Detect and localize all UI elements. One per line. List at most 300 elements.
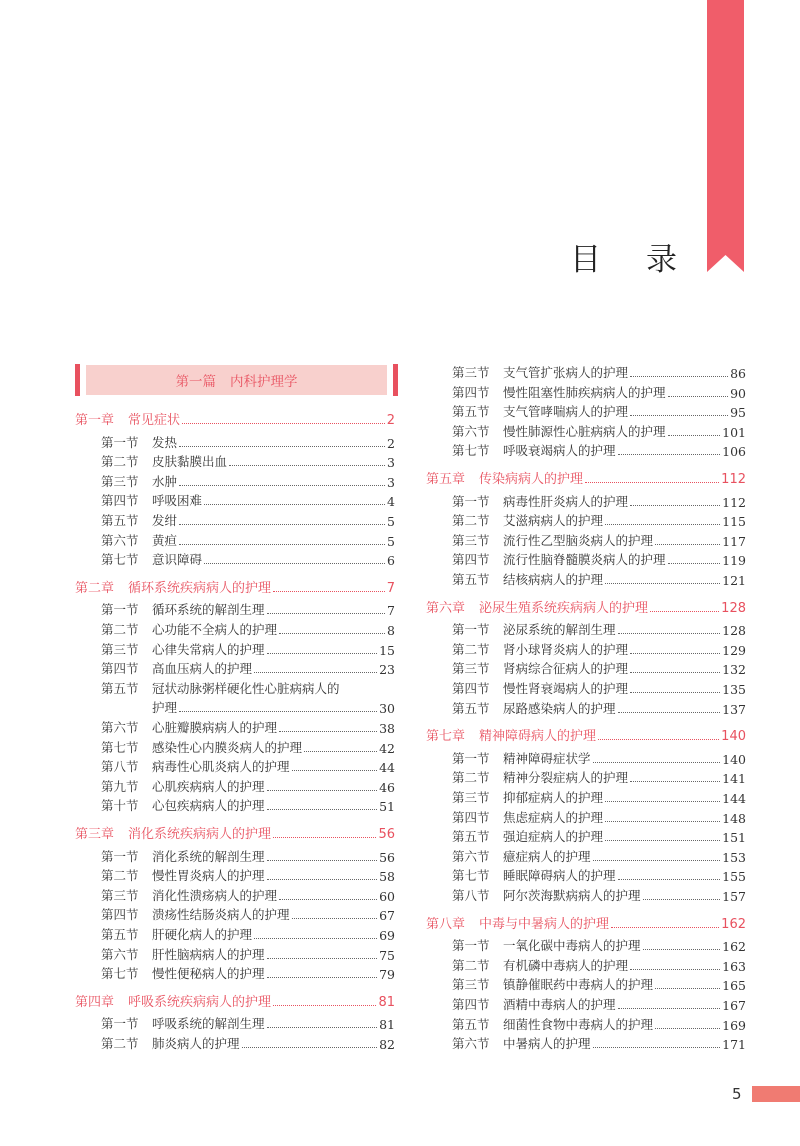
dot-leader — [668, 435, 721, 436]
section-title: 有机磷中毒病人的护理 — [503, 957, 629, 973]
section-number: 第四节 — [452, 681, 490, 696]
toc-section-entry[interactable] — [426, 845, 746, 865]
page-ref: 140 — [721, 729, 746, 745]
page-ref: 2 — [386, 413, 395, 428]
toc-section-entry[interactable] — [75, 943, 395, 963]
section-number: 第四节 — [101, 907, 139, 923]
toc-section-entry[interactable] — [75, 845, 395, 865]
section-title: 病毒性肝炎病人的护理 — [503, 493, 629, 509]
toc-section-entry[interactable] — [426, 1013, 746, 1033]
section-number: 第六节 — [452, 848, 490, 864]
toc-section-entry[interactable] — [75, 548, 395, 568]
page-ref: 112 — [721, 472, 746, 487]
dot-leader — [630, 672, 720, 673]
chapter-title: 常见症状 — [128, 413, 181, 428]
toc-section-entry[interactable] — [75, 1012, 395, 1032]
chapter-title: 传染病病人的护理 — [479, 472, 584, 487]
toc-section-entry[interactable] — [75, 470, 395, 490]
toc-section-entry[interactable] — [75, 450, 395, 470]
page-ref: 137 — [722, 701, 746, 717]
page-ref: 171 — [722, 1037, 746, 1053]
toc-section-entry[interactable] — [426, 439, 746, 459]
page-ref: 162 — [722, 939, 746, 955]
page-ref: 38 — [379, 721, 395, 736]
toc-section-entry[interactable] — [426, 490, 746, 510]
section-number: 第二节 — [452, 770, 490, 786]
page-ref: 75 — [379, 947, 395, 963]
section-number: 第四节 — [101, 661, 139, 677]
part-label: 第一篇 — [175, 374, 216, 390]
page-ref: 3 — [387, 474, 395, 490]
section-title: 肝性脑病病人的护理 — [152, 946, 265, 962]
page-ref: 148 — [722, 810, 746, 826]
page-ref: 128 — [722, 623, 746, 639]
page-ref: 5 — [387, 533, 395, 549]
section-title: 水肿 — [152, 473, 178, 489]
toc-section-entry[interactable] — [75, 736, 395, 756]
dot-leader — [273, 591, 385, 592]
section-title: 抑郁症病人的护理 — [503, 790, 604, 805]
dot-leader — [254, 938, 377, 939]
section-title: 结核病病人的护理 — [503, 572, 604, 587]
page-ref: 128 — [721, 600, 746, 616]
toc-section-entry[interactable] — [75, 677, 395, 697]
dot-leader — [593, 860, 721, 861]
page-ref: 81 — [379, 1017, 395, 1033]
dot-leader — [267, 860, 378, 861]
chapter-title: 中毒与中暑病人的护理 — [479, 916, 610, 932]
toc-section-entry[interactable] — [75, 923, 395, 943]
dot-leader — [643, 949, 721, 950]
section-number: 第六节 — [101, 720, 139, 735]
section-number: 第六节 — [101, 532, 139, 548]
toc-section-entry[interactable] — [426, 766, 746, 786]
toc-section-entry[interactable] — [426, 638, 746, 658]
section-number: 第十节 — [101, 798, 139, 814]
page-ref: 46 — [379, 779, 395, 795]
section-number: 第七节 — [101, 966, 139, 982]
chapter-number: 第四章 — [75, 994, 115, 1010]
section-number: 第五节 — [452, 1016, 490, 1032]
section-number: 第二节 — [101, 454, 139, 470]
dot-leader — [179, 544, 385, 545]
dot-leader — [179, 524, 385, 525]
dot-leader — [279, 633, 385, 634]
section-title: 皮肤黏膜出血 — [152, 454, 228, 470]
section-number: 第二节 — [101, 1036, 139, 1051]
section-number: 第三节 — [101, 641, 139, 657]
toc-chapter-entry[interactable] — [426, 912, 746, 932]
dot-leader — [605, 583, 720, 584]
section-number: 第四节 — [452, 809, 490, 825]
section-title: 肝硬化病人的护理 — [152, 927, 253, 942]
page-ref: 23 — [379, 662, 395, 678]
toc-section-entry[interactable] — [75, 638, 395, 658]
dot-leader — [668, 563, 721, 564]
page-ref: 42 — [379, 740, 395, 756]
page-ref: 132 — [722, 662, 746, 678]
toc-section-entry[interactable] — [75, 489, 395, 509]
toc-section-entry[interactable] — [426, 697, 746, 717]
page-ref: 153 — [722, 849, 746, 865]
dot-leader — [655, 1028, 720, 1029]
toc-chapter-entry[interactable] — [426, 467, 746, 487]
section-number: 第五节 — [101, 513, 139, 528]
toc-section-entry[interactable] — [75, 529, 395, 549]
dot-leader — [605, 840, 720, 841]
dot-leader — [292, 770, 378, 771]
dot-leader — [267, 958, 378, 959]
section-number: 第三节 — [452, 977, 490, 993]
section-title: 支气管扩张病人的护理 — [503, 365, 629, 380]
toc-section-entry[interactable] — [426, 747, 746, 767]
section-title: 镇静催眠药中毒病人的护理 — [503, 977, 654, 993]
dot-leader — [605, 821, 720, 822]
dot-leader — [655, 544, 720, 545]
section-number: 第一节 — [101, 602, 139, 618]
dot-leader — [605, 524, 720, 525]
toc-section-entry[interactable] — [426, 381, 746, 401]
toc-section-entry[interactable] — [426, 548, 746, 568]
page-ref: 30 — [379, 701, 395, 717]
section-number: 第一节 — [101, 434, 139, 450]
page-ref: 151 — [722, 830, 746, 846]
toc-section-entry[interactable] — [426, 786, 746, 806]
page-ref: 15 — [379, 642, 395, 658]
section-title: 细菌性食物中毒病人的护理 — [503, 1016, 654, 1032]
section-title: 慢性肾衰竭病人的护理 — [503, 681, 629, 696]
dot-leader — [630, 415, 728, 416]
dot-leader — [618, 712, 721, 713]
dot-leader — [605, 801, 720, 802]
toc-section-entry[interactable] — [75, 864, 395, 884]
dot-leader — [273, 1005, 376, 1006]
dot-leader — [204, 504, 385, 505]
section-title: 高血压病人的护理 — [152, 661, 253, 677]
chapter-title: 循环系统疾病病人的护理 — [128, 580, 272, 596]
dot-leader — [229, 465, 385, 466]
dot-leader — [267, 809, 378, 810]
section-title: 阿尔茨海默病病人的护理 — [503, 888, 641, 903]
page-ref: 155 — [722, 869, 746, 885]
section-number: 第六节 — [452, 423, 490, 439]
section-title: 肺炎病人的护理 — [152, 1036, 240, 1051]
page-number-tab — [752, 1086, 800, 1102]
dot-leader — [630, 505, 720, 506]
section-title: 心脏瓣膜病病人的护理 — [152, 720, 278, 735]
part-heading — [75, 364, 398, 396]
toc-section-entry[interactable] — [426, 568, 746, 588]
section-title: 意识障碍 — [152, 552, 203, 568]
section-title: 艾滋病病人的护理 — [503, 513, 604, 529]
part-name: 内科护理学 — [230, 374, 298, 390]
page-ref: 121 — [722, 573, 746, 588]
page-ref: 67 — [379, 908, 395, 924]
bookmark-ribbon-icon — [707, 0, 744, 272]
dot-leader — [179, 446, 385, 447]
page-ref: 56 — [378, 827, 395, 842]
toc-section-entry[interactable] — [75, 509, 395, 529]
toc-section-entry[interactable] — [75, 884, 395, 904]
page-ref: 95 — [730, 405, 746, 421]
section-number: 第五节 — [101, 680, 139, 696]
section-number: 第三节 — [101, 473, 139, 489]
toc-chapter-entry[interactable] — [426, 596, 746, 616]
section-title: 呼吸系统的解剖生理 — [152, 1016, 265, 1032]
section-title: 尿路感染病人的护理 — [503, 700, 616, 716]
section-title: 睡眠障碍病人的护理 — [503, 868, 616, 884]
section-number: 第四节 — [452, 997, 490, 1012]
page-ref: 79 — [379, 967, 395, 983]
toc-section-entry[interactable] — [426, 657, 746, 677]
section-title: 肾小球肾炎病人的护理 — [503, 641, 629, 657]
dot-leader — [630, 781, 720, 782]
section-number: 第四节 — [452, 384, 490, 400]
page-ref: 3 — [387, 455, 395, 471]
section-number: 第七节 — [452, 443, 490, 459]
toc-section-entry[interactable] — [426, 864, 746, 884]
section-number: 第六节 — [101, 946, 139, 962]
toc-chapter-entry[interactable] — [75, 990, 395, 1010]
section-number: 第七节 — [101, 552, 139, 568]
page-ref: 157 — [722, 889, 746, 904]
toc-section-entry[interactable] — [426, 529, 746, 549]
dot-leader — [611, 927, 719, 928]
section-number: 第一节 — [101, 1016, 139, 1032]
chapter-title: 消化系统疾病病人的护理 — [128, 827, 272, 842]
dot-leader — [630, 692, 720, 693]
page-ref: 2 — [387, 435, 395, 451]
section-title: 溃疡性结肠炎病人的护理 — [152, 907, 290, 923]
section-title: 癔症病人的护理 — [503, 848, 591, 864]
dot-leader — [630, 653, 720, 654]
section-title: 循环系统的解剖生理 — [152, 602, 265, 618]
section-number: 第一节 — [452, 622, 490, 638]
section-number: 第一节 — [452, 493, 490, 509]
page-ref: 106 — [722, 444, 746, 460]
section-title: 黄疸 — [152, 532, 178, 548]
page-ref: 101 — [722, 424, 746, 440]
dot-leader — [267, 613, 386, 614]
dot-leader — [630, 969, 720, 970]
toc-section-entry[interactable] — [426, 420, 746, 440]
section-number: 第一节 — [452, 938, 490, 954]
section-number: 第四节 — [101, 493, 139, 509]
section-number: 第五节 — [452, 404, 490, 420]
section-number: 第五节 — [452, 700, 490, 716]
section-title: 护理 — [152, 700, 178, 716]
dot-leader — [204, 563, 385, 564]
dot-leader — [650, 611, 719, 612]
page-ref: 117 — [722, 533, 746, 549]
section-number: 第五节 — [452, 572, 490, 587]
chapter-number: 第一章 — [75, 413, 115, 428]
toc-chapter-entry[interactable] — [426, 724, 746, 744]
page-ref: 119 — [722, 553, 746, 569]
chapter-title: 呼吸系统疾病病人的护理 — [128, 994, 272, 1010]
chapter-number: 第七章 — [426, 729, 466, 745]
section-title: 病毒性心肌炎病人的护理 — [152, 759, 290, 775]
toc-section-entry[interactable] — [426, 509, 746, 529]
toc-chapter-entry[interactable] — [75, 576, 395, 596]
section-title: 慢性肺源性心脏病病人的护理 — [503, 423, 666, 439]
toc-section-entry[interactable] — [426, 1032, 746, 1052]
section-title: 消化性溃疡病人的护理 — [152, 887, 278, 903]
toc-section-entry[interactable] — [75, 755, 395, 775]
dot-leader — [598, 739, 719, 740]
chapter-title: 精神障碍病人的护理 — [479, 729, 597, 745]
section-title: 一氧化碳中毒病人的护理 — [503, 938, 641, 954]
page-ref: 44 — [379, 760, 395, 776]
dot-leader — [267, 790, 378, 791]
section-title: 中暑病人的护理 — [503, 1036, 591, 1052]
page-ref: 58 — [379, 869, 395, 885]
section-title: 肾病综合征病人的护理 — [503, 661, 629, 677]
section-number: 第八节 — [101, 759, 139, 775]
section-title: 流行性脑脊髓膜炎病人的护理 — [503, 552, 666, 568]
toc-section-entry[interactable] — [75, 598, 395, 618]
toc-section-entry[interactable] — [75, 657, 395, 677]
section-title: 泌尿系统的解剖生理 — [503, 622, 616, 638]
section-number: 第一节 — [452, 750, 490, 766]
dot-leader — [630, 376, 728, 377]
toc-chapter-entry[interactable] — [75, 408, 395, 428]
section-number: 第七节 — [452, 868, 490, 884]
section-number: 第三节 — [452, 365, 490, 380]
page-ref: 69 — [379, 928, 395, 943]
dot-leader — [242, 1047, 378, 1048]
page-title: 目录 — [570, 242, 722, 278]
toc-section-entry[interactable] — [426, 618, 746, 638]
toc-section-entry[interactable] — [426, 954, 746, 974]
section-title: 慢性胃炎病人的护理 — [152, 868, 265, 884]
section-title: 强迫症病人的护理 — [503, 829, 604, 845]
section-title: 呼吸困难 — [152, 493, 203, 509]
dot-leader — [179, 711, 377, 712]
section-number: 第三节 — [452, 532, 490, 548]
toc-section-entry[interactable] — [426, 884, 746, 904]
toc-section-entry[interactable] — [75, 775, 395, 795]
dot-leader — [618, 879, 721, 880]
section-title: 发绀 — [152, 513, 178, 528]
page-ref: 81 — [378, 994, 395, 1010]
section-number: 第二节 — [452, 957, 490, 973]
page-ref: 115 — [722, 514, 746, 530]
section-number: 第四节 — [452, 552, 490, 568]
page-ref: 7 — [386, 580, 395, 596]
dot-leader — [618, 633, 721, 634]
section-title: 精神障碍症状学 — [503, 750, 591, 766]
section-title: 流行性乙型脑炎病人的护理 — [503, 532, 654, 548]
toc-section-entry[interactable] — [75, 794, 395, 814]
section-title: 精神分裂症病人的护理 — [503, 770, 629, 786]
dot-leader — [668, 396, 729, 397]
toc-section-entry[interactable] — [426, 400, 746, 420]
section-number: 第九节 — [101, 778, 139, 794]
chapter-title: 泌尿生殖系统疾病病人的护理 — [479, 600, 649, 616]
page-ref: 86 — [730, 366, 746, 381]
page-ref: 167 — [722, 998, 746, 1013]
page-ref: 6 — [387, 553, 395, 569]
dot-leader — [618, 454, 721, 455]
toc-section-entry[interactable] — [426, 806, 746, 826]
section-number: 第五节 — [452, 829, 490, 845]
section-number: 第八节 — [452, 888, 490, 903]
dot-leader — [593, 762, 721, 763]
chapter-number: 第五章 — [426, 472, 466, 487]
section-title: 心律失常病人的护理 — [152, 641, 265, 657]
toc-chapter-entry[interactable] — [75, 822, 395, 842]
section-number: 第三节 — [101, 887, 139, 903]
toc-section-entry[interactable] — [426, 993, 746, 1013]
dot-leader — [179, 485, 385, 486]
dot-leader — [655, 988, 720, 989]
toc-section-entry[interactable] — [75, 618, 395, 638]
dot-leader — [279, 899, 377, 900]
section-number: 第三节 — [452, 790, 490, 805]
section-title: 呼吸衰竭病人的护理 — [503, 443, 616, 459]
dot-leader — [182, 423, 385, 424]
toc-section-entry[interactable] — [75, 696, 395, 716]
toc-section-entry[interactable] — [75, 431, 395, 451]
page-ref: 90 — [730, 385, 746, 401]
toc-section-entry[interactable] — [426, 973, 746, 993]
toc-section-entry[interactable] — [426, 677, 746, 697]
section-title: 酒精中毒病人的护理 — [503, 997, 616, 1012]
part-heading-text — [75, 370, 398, 390]
section-number: 第二节 — [452, 513, 490, 529]
page-ref: 82 — [379, 1037, 395, 1052]
page-ref: 60 — [379, 888, 395, 904]
page-ref: 8 — [387, 623, 395, 638]
page-ref: 165 — [722, 978, 746, 994]
dot-leader — [267, 653, 378, 654]
page-ref: 169 — [722, 1017, 746, 1033]
section-number: 第二节 — [452, 641, 490, 657]
toc-section-entry[interactable] — [426, 825, 746, 845]
toc-section-entry[interactable] — [75, 716, 395, 736]
page-ref: 4 — [387, 494, 395, 510]
page-ref: 140 — [722, 751, 746, 767]
dot-leader — [267, 977, 378, 978]
page-ref: 51 — [379, 799, 395, 815]
section-number: 第七节 — [101, 739, 139, 755]
toc-section-entry[interactable] — [75, 962, 395, 982]
section-title: 发热 — [152, 434, 178, 450]
page-ref: 162 — [721, 916, 746, 932]
section-title: 心包疾病病人的护理 — [152, 798, 265, 814]
page-ref: 129 — [722, 642, 746, 658]
dot-leader — [267, 879, 378, 880]
page-ref: 135 — [722, 682, 746, 697]
chapter-number: 第三章 — [75, 827, 115, 842]
section-number: 第六节 — [452, 1036, 490, 1052]
dot-leader — [279, 731, 377, 732]
toc-section-entry[interactable] — [75, 903, 395, 923]
toc-section-entry[interactable] — [75, 1032, 395, 1052]
dot-leader — [585, 482, 719, 483]
dot-leader — [304, 751, 377, 752]
dot-leader — [267, 1027, 378, 1028]
toc-section-entry[interactable] — [426, 934, 746, 954]
toc-section-entry[interactable] — [426, 361, 746, 381]
page-ref: 5 — [387, 514, 395, 529]
section-title: 心肌疾病病人的护理 — [152, 778, 265, 794]
dot-leader — [618, 1008, 721, 1009]
section-title: 慢性便秘病人的护理 — [152, 966, 265, 982]
page-number: 5 — [732, 1085, 742, 1103]
page-ref: 141 — [722, 771, 746, 787]
